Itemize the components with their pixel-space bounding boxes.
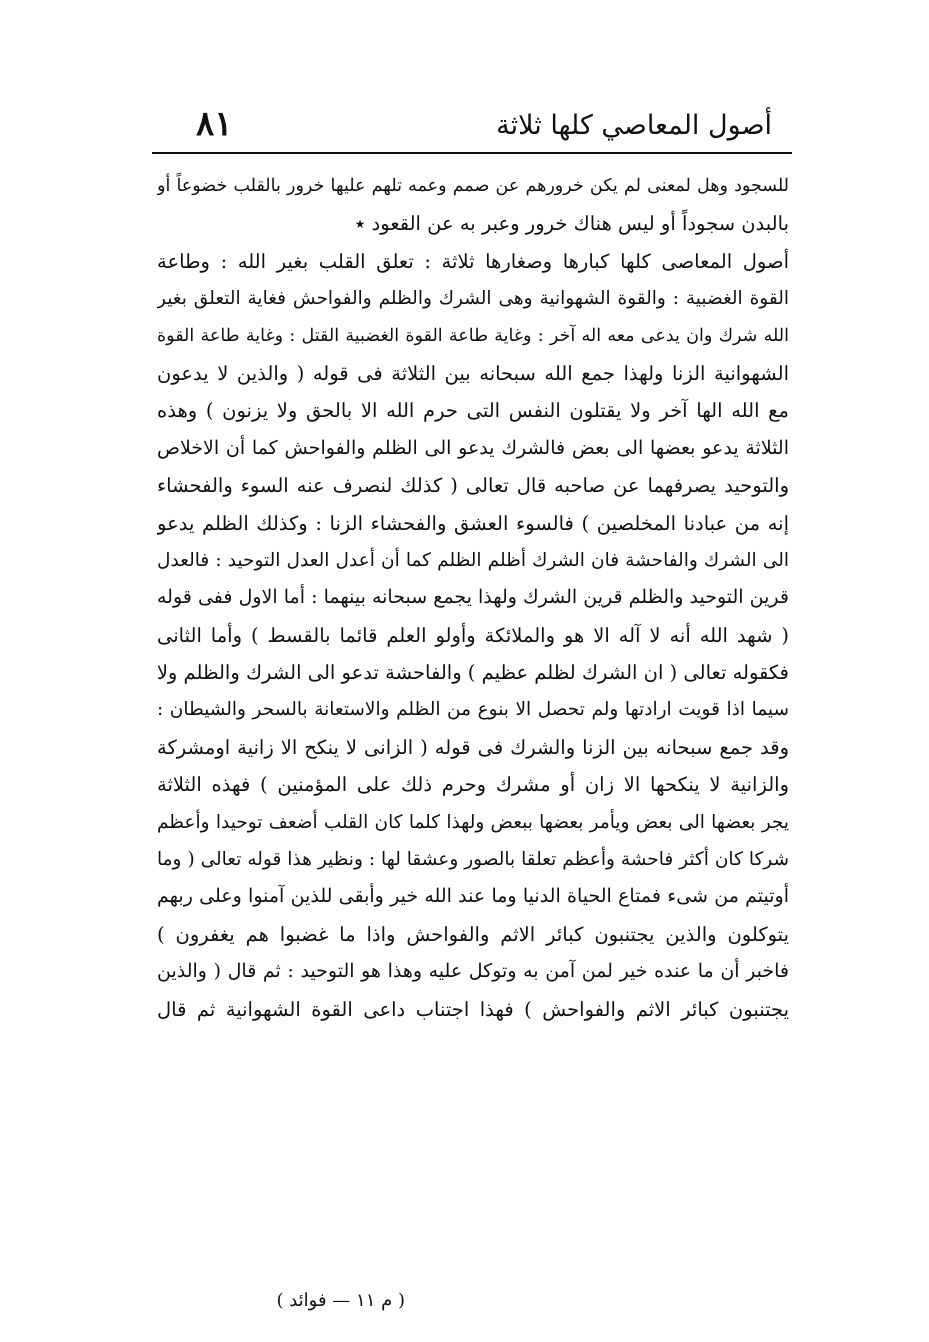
header-divider bbox=[152, 152, 792, 154]
page-title: أصول المعاصي كلها ثلاثة bbox=[496, 110, 772, 141]
text-line: فكقوله تعالى ( ان الشرك لظلم عظيم ) والفاحشة تدعو الى الشرك والظلم ولا bbox=[157, 661, 789, 685]
text-line: سيما اذا قويت ارادتها ولم تحصل الا بنوع من الظلم والاستعانة بالسحر والشيطان : bbox=[157, 699, 789, 721]
text-line: للسجود وهل لمعنى لم يكن خرورهم عن صمم وعمه تلهم عليها خرور بالقلب خضوعاً أو bbox=[157, 176, 789, 196]
text-line: الشهوانية الزنا ولهذا جمع الله سبحانه بين الثلاثة فى قوله ( والذين لا يدعون bbox=[157, 361, 789, 385]
page-header bbox=[150, 104, 810, 152]
text-line: فاخبر أن ما عنده خير لمن آمن به وتوكل عليه وهذا هو التوحيد : ثم قال ( والذين bbox=[157, 960, 789, 983]
text-line: ( شهد الله أنه لا آله الا هو والملائكة وأولو العلم قائما بالقسط ) وأما الثانى bbox=[157, 623, 789, 647]
text-line: يجتنبون كبائر الاثم والفواحش ) فهذا اجتناب داعى القوة الشهوانية ثم قال bbox=[157, 997, 789, 1021]
text-line: قرين التوحيد والظلم قرين الشرك ولهذا يجمع سبحانه بينهما : أما الاول ففى قوله bbox=[157, 586, 789, 609]
text-line: الله شرك وان يدعى معه اله آخر : وغاية طاعة القوة الغضبية القتل : وغاية طاعة القوة bbox=[157, 325, 789, 346]
text-line: والزانية لا ينكحها الا زان أو مشرك وحرم ذلك على المؤمنين ) فهذه الثلاثة bbox=[157, 773, 789, 797]
text-line: يجر بعضها الى بعض ويأمر بعضها ببعض ولهذا كلما كان القلب أضعف توحيدا وأعظم bbox=[157, 811, 789, 833]
signature-mark: ( م ١١ — فوائد ) bbox=[276, 1290, 405, 1311]
text-line: أوتيتم من شىء فمتاع الحياة الدنيا وما عند الله خير وأبقى للذين آمنوا وعلى ربهم bbox=[157, 885, 789, 908]
text-line: شركا كان أكثر فاحشة وأعظم تعلقا بالصور وعشقا لها : ونظير هذا قوله تعالى ( وما bbox=[157, 849, 789, 871]
text-line: يتوكلون والذين يجتنبون كبائر الاثم والفواحش واذا ما غضبوا هم يغفرون ) bbox=[157, 922, 789, 946]
text-line: مع الله الها آخر ولا يقتلون النفس التى حرم الله الا بالحق ولا يزنون ) وهذه bbox=[157, 399, 789, 423]
text-line: بالبدن سجوداً أو ليس هناك خرور وعبر به عن القعود ٭ bbox=[354, 212, 789, 236]
text-line: أصول المعاصى كلها كبارها وصغارها ثلاثة : تعلق القلب بغير الله : وطاعة bbox=[157, 249, 789, 273]
page-number: ٨١ bbox=[196, 104, 233, 144]
text-line: الى الشرك والفاحشة فان الشرك أظلم الظلم كما أن أعدل العدل التوحيد : فالعدل bbox=[157, 549, 789, 571]
text-line: والتوحيد يصرفهما عن صاحبه قال تعالى ( كذلك لنصرف عنه السوء والفحشاء bbox=[157, 474, 789, 498]
text-line: الثلاثة يدعو بعضها الى بعض فالشرك يدعو الى الظلم والفواحش كما أن الاخلاص bbox=[157, 436, 789, 459]
text-line: إنه من عبادنا المخلصين ) فالسوء العشق والفحشاء الزنا : وكذلك الظلم يدعو bbox=[157, 511, 789, 535]
text-line: وقد جمع سبحانه بين الزنا والشرك فى قوله ( الزانى لا ينكح الا زانية اومشركة bbox=[157, 735, 789, 759]
body-text bbox=[157, 168, 789, 1028]
text-line: القوة الغضبية : والقوة الشهوانية وهى الشرك والظلم والفواحش فغاية التعلق بغير bbox=[157, 288, 789, 310]
